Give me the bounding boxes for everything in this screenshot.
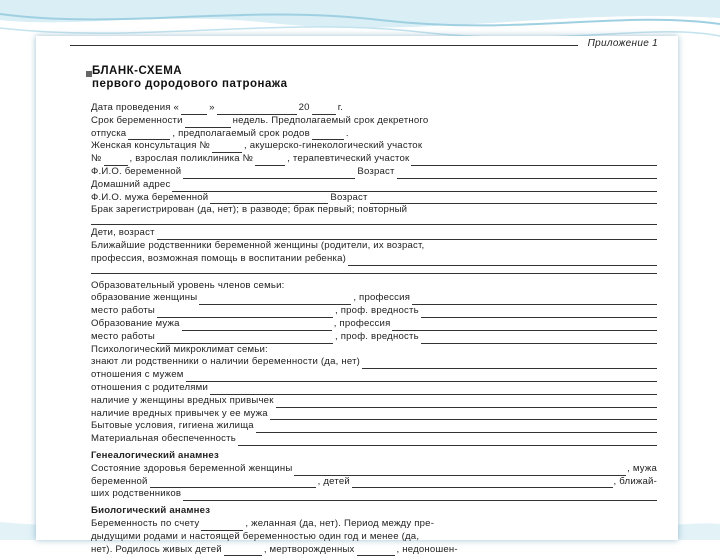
form-body <box>91 102 657 556</box>
date-month-field[interactable] <box>217 105 297 115</box>
material-field[interactable] <box>238 436 657 446</box>
term-field[interactable] <box>185 118 231 128</box>
date-day-field[interactable] <box>181 105 207 115</box>
woman-work-field[interactable] <box>157 308 333 318</box>
consult-number-field[interactable] <box>212 143 242 153</box>
relatives-row-1: Ближайшие родственники беременной женщины (родители, их возраст, <box>91 240 657 253</box>
header-rule <box>70 45 578 46</box>
marriage-blank-line[interactable] <box>91 217 657 225</box>
woman-profession-field[interactable] <box>412 295 657 305</box>
husband-work-row: место работы , проф. вредность <box>91 331 657 344</box>
address-field[interactable] <box>172 182 657 192</box>
date-year-field[interactable] <box>312 105 336 115</box>
health-field[interactable] <box>294 466 626 476</box>
husband-fio-field[interactable] <box>210 194 328 204</box>
habits-woman-row: наличие у женщины вредных привычек <box>91 395 657 408</box>
therapy-area-field[interactable] <box>411 156 657 166</box>
close-relatives-row: ших родственников <box>91 488 657 501</box>
pregnant-row: беременной , детей , ближай- <box>91 476 657 489</box>
marriage-row: Брак зарегистрирован (да, нет); в разводе; брак первый; повторный <box>91 204 657 217</box>
living-field[interactable] <box>256 423 657 433</box>
children-health-field[interactable] <box>352 478 613 488</box>
rel-parents-field[interactable] <box>210 385 657 395</box>
appendix-label: Приложение 1 <box>588 38 658 49</box>
husband-profession-field[interactable] <box>392 321 657 331</box>
leave-field[interactable] <box>128 130 170 140</box>
husband-hazard-field[interactable] <box>421 334 657 344</box>
edu-husband-field[interactable] <box>182 321 332 331</box>
title-line-1: БЛАНК-СХЕМА <box>92 65 288 78</box>
bio-row-3: нет). Родилось живых детей , мертворожденных , недоношен- <box>91 544 657 556</box>
relatives-blank-line[interactable] <box>91 266 657 274</box>
know-row: знают ли родственники о наличии беременности (да, нет) <box>91 356 657 369</box>
woman-work-row: место работы , проф. вредность <box>91 305 657 318</box>
polyclinic-number-field[interactable] <box>255 156 285 166</box>
address-row: Домашний адрес <box>91 179 657 192</box>
fio-row: Ф.И.О. беременной Возраст <box>91 166 657 179</box>
edu-husband-row: Образование мужа , профессия <box>91 318 657 331</box>
woman-hazard-field[interactable] <box>421 308 657 318</box>
rel-husband-field[interactable] <box>186 372 657 382</box>
husband-age-field[interactable] <box>370 194 657 204</box>
term-row: Срок беременности недель. Предполагаемый срок декретного <box>91 115 657 128</box>
edu-woman-row: образование женщины , профессия <box>91 292 657 305</box>
rel-parents-row: отношения с родителями <box>91 382 657 395</box>
bio-row-2: дыдущими родами и настоящей беременностью один год и менее (да, <box>91 531 657 544</box>
relatives-row-2: профессия, возможная помощь в воспитании ребенка) <box>91 253 657 266</box>
fio-field[interactable] <box>183 169 355 179</box>
leave-row: отпуска , предполагаемый срок родов . <box>91 128 657 141</box>
bio-row-1: Беременность по счету , желанная (да, нет). Период между пре- <box>91 518 657 531</box>
husband-work-field[interactable] <box>157 334 333 344</box>
title-line-2: первого дородового патронажа <box>92 78 288 91</box>
stillborn-field[interactable] <box>357 546 395 556</box>
living-row: Бытовые условия, гигиена жилища <box>91 420 657 433</box>
husband-row: Ф.И.О. мужа беременной Возраст <box>91 192 657 205</box>
obstetric-area-field[interactable] <box>104 156 128 166</box>
habits-husband-field[interactable] <box>270 410 657 420</box>
edu-heading-row: Образовательный уровень членов семьи: <box>91 280 657 293</box>
health-row: Состояние здоровья беременной женщины , мужа <box>91 463 657 476</box>
consult-row: Женская консультация № , акушерско-гинекологический участок <box>91 140 657 153</box>
habits-husband-row: наличие вредных привычек у ее мужа <box>91 408 657 421</box>
relatives-field[interactable] <box>348 256 657 266</box>
climate-heading-row: Психологический микроклимат семьи: <box>91 344 657 357</box>
date-row: Дата проведения « » 20 г. <box>91 102 657 115</box>
age-field[interactable] <box>397 169 657 179</box>
genealogy-heading: Генеалогический анамнез <box>91 450 657 463</box>
rel-husband-row: отношения с мужем <box>91 369 657 382</box>
material-row: Материальная обеспеченность <box>91 433 657 446</box>
polyclinic-row: № , взрослая поликлиника № , терапевтический участок <box>91 153 657 166</box>
children-row: Дети, возраст <box>91 227 657 240</box>
edu-woman-field[interactable] <box>199 295 351 305</box>
habits-woman-field[interactable] <box>276 398 657 408</box>
pregnancy-number-field[interactable] <box>201 521 243 531</box>
husband-health-field[interactable] <box>150 478 316 488</box>
children-field[interactable] <box>157 230 657 240</box>
bio-heading: Биологический анамнез <box>91 505 657 518</box>
due-date-field[interactable] <box>312 130 344 140</box>
document-page <box>36 36 678 540</box>
live-born-field[interactable] <box>224 546 262 556</box>
close-relatives-field[interactable] <box>183 491 657 501</box>
know-field[interactable] <box>362 359 657 369</box>
form-title <box>92 65 288 91</box>
